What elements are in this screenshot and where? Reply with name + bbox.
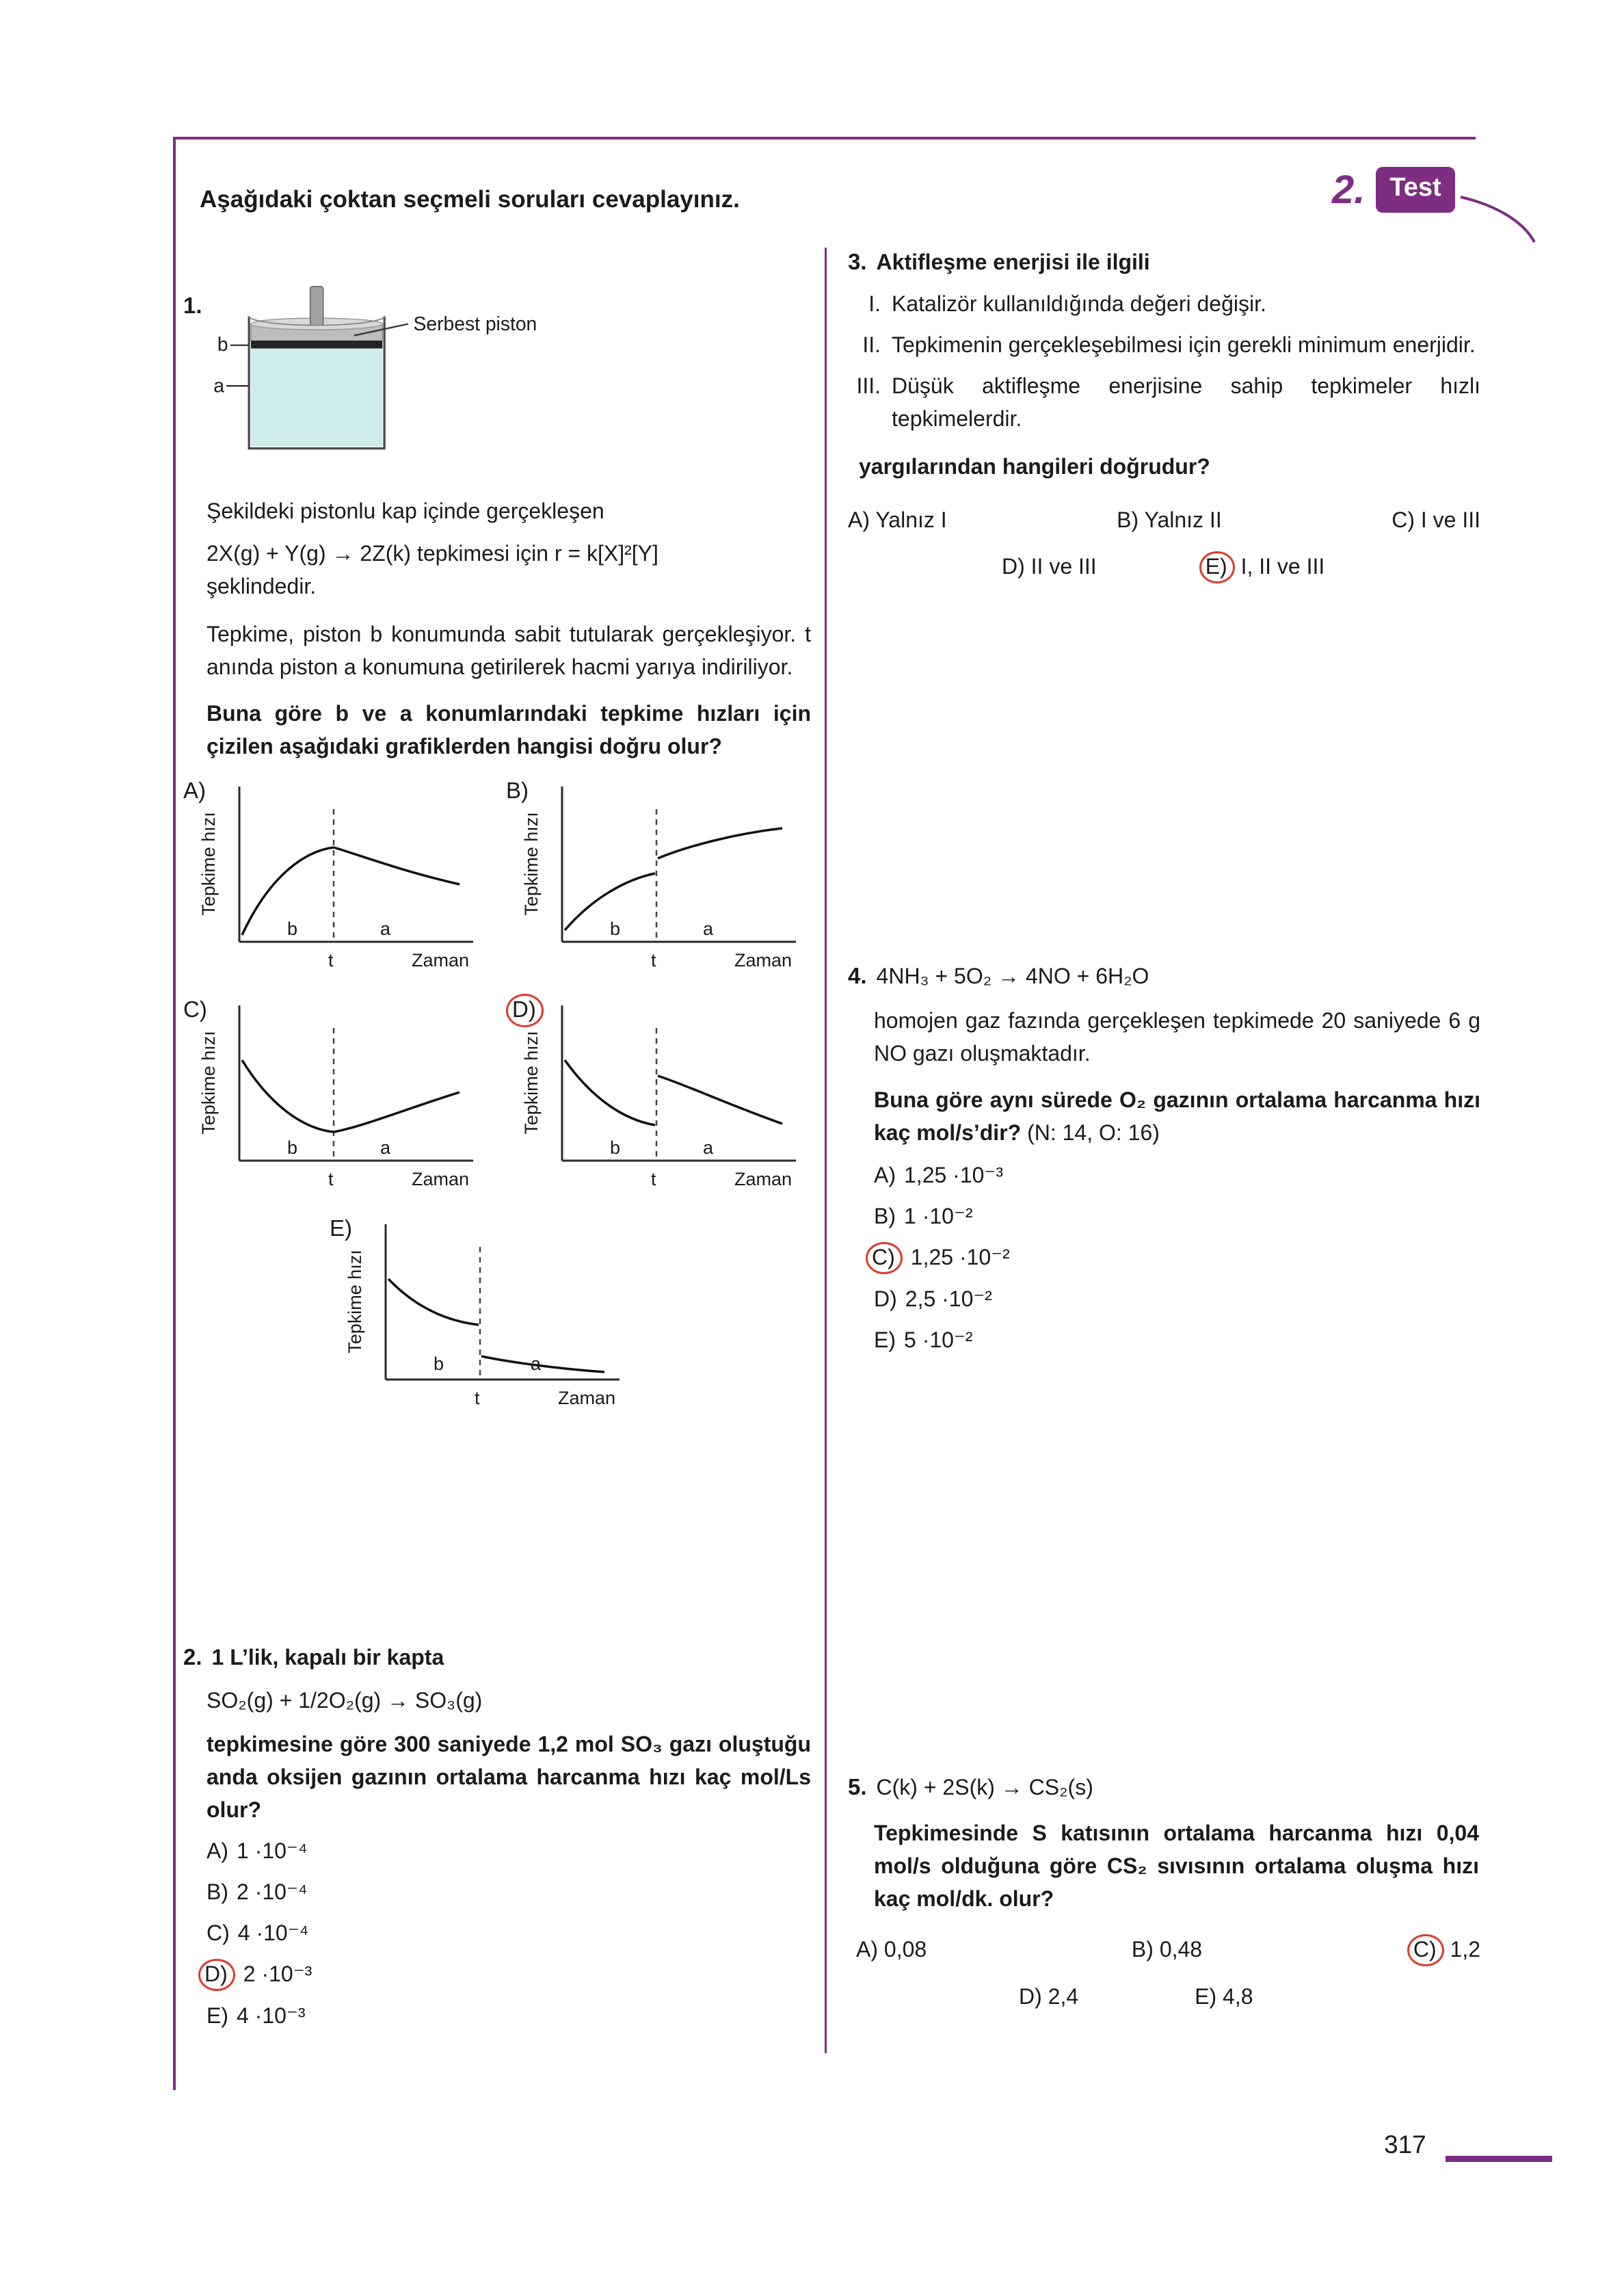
q4-paragraph: homojen gaz fazında gerçekleşen tepkimede 20 saniyede 6 g NO gazı oluşmaktadır. (874, 1007, 1480, 1066)
y-axis-label: Tepkime hızı (198, 1031, 219, 1135)
q5-question-text: Tepkimesinde S katısının ortalama harcanma hızı 0,04 mol/s olduğuna göre CS₂ sıvısının ortalama oluşma hızı kaç mol/dk. olur? (874, 1820, 1479, 1911)
question-5 (848, 1770, 1480, 2013)
q3-statement-3: III. Düşük aktifleşme enerjisine sahip tepkimeler hızlı tepkimelerdir. (856, 373, 1480, 431)
q1-graph-option-d (506, 991, 814, 1200)
question-2 (183, 1640, 821, 2032)
q5-options-row-2 (848, 1980, 1480, 2013)
test-label: Test (1376, 167, 1454, 213)
question-1-number: 1. (183, 293, 202, 318)
q4-option-e: E) 5 ·10⁻² (874, 1327, 973, 1352)
q2-options (204, 1834, 821, 2032)
q5-options-row-1 (848, 1933, 1480, 1966)
q1-equation-line2: şeklindedir. (207, 574, 317, 598)
region-a-label: a (380, 1137, 391, 1158)
q1-graph-row-2 (183, 991, 821, 1200)
q3-option-d: D) II ve III (1002, 553, 1097, 579)
x-axis-label: Zaman (558, 1388, 616, 1408)
q2-option-b: B) 2 ·10⁻⁴ (207, 1879, 308, 1904)
q3-statement-1: I. Katalizör kullanıldığında değeri değişir. (868, 291, 1266, 316)
piston-figure (194, 283, 645, 469)
q1-equation (207, 537, 821, 603)
rate-curve-before-t (565, 1060, 655, 1125)
q3-title: Aktifleşme enerjisi ile ilgili (876, 250, 1150, 274)
q1-option-c-letter: C) (183, 997, 207, 1022)
region-b-label: b (287, 1137, 298, 1158)
q1-graph-option-b (506, 772, 814, 981)
rate-curve-after-t (658, 1076, 782, 1124)
q3-option-c: C) I ve III (1392, 507, 1480, 532)
question-4 (848, 959, 1480, 1356)
piston-rod (310, 287, 323, 326)
q5-equation: C(k) + 2S(k) → CS₂(s) (876, 1775, 1093, 1799)
q3-option-a: A) Yalnız I (848, 507, 947, 532)
q3-answer-circle: E) (1199, 551, 1235, 583)
q2-option-a: A) 1 ·10⁻⁴ (207, 1838, 308, 1863)
q4-options (874, 1159, 1480, 1356)
q1-graph-b-plot (509, 776, 810, 981)
question-1 (183, 283, 821, 1419)
x-axis-label: Zaman (412, 950, 470, 971)
q1-question-text: Buna göre b ve a konumlarındaki tepkime hızları için çizilen aşağıdaki grafiklerden hangisi doğru olur? (207, 701, 811, 758)
q2-equation: SO₂(g) + 1/2O₂(g) → SO₃(g) (207, 1687, 483, 1713)
rate-curve-after-t (481, 1356, 604, 1372)
q3-options-row-2 (848, 550, 1480, 583)
y-axis-label: Tepkime hızı (198, 812, 219, 916)
region-a-label: a (703, 919, 714, 939)
q3-statements (848, 287, 1480, 435)
test-badge-flourish-icon (1455, 193, 1544, 248)
question-3 (848, 245, 1480, 583)
q3-option-e: E) I, II ve III (1199, 550, 1325, 583)
q1-paragraph-2: Tepkime, piston b konumunda sabit tutularak gerçekleşiyor. t anında piston a konumuna getirilerek hacmi yarıya indiriliyor. (207, 622, 811, 679)
q1-option-e-letter: E) (330, 1215, 352, 1241)
x-axis-label: Zaman (412, 1169, 470, 1189)
q2-option-c: C) 4 ·10⁻⁴ (207, 1920, 309, 1945)
question-4-number: 4. (848, 963, 867, 988)
q5-option-c: C) 1,2 (1407, 1933, 1480, 1966)
t-label: t (651, 1169, 656, 1189)
q4-option-b: B) 1 ·10⁻² (874, 1203, 973, 1228)
q2-answer-circle: D) (198, 1959, 235, 1991)
piston-callout-label: Serbest piston (413, 313, 537, 335)
q1-graph-d-plot (509, 995, 810, 1200)
rate-curve-after-t (334, 847, 460, 884)
q3-question-text: yargılarından hangileri doğrudur? (859, 453, 1210, 479)
page-number: 317 (1384, 2130, 1426, 2159)
test-badge (1332, 167, 1455, 213)
q3-options-row-1 (848, 503, 1480, 536)
q3-option-b: B) Yalnız II (1117, 507, 1222, 532)
q5-option-e: E) 4,8 (1195, 1983, 1253, 2009)
q1-option-a-letter: A) (183, 778, 206, 803)
top-border-line (173, 137, 1476, 140)
q5-option-b: B) 0,48 (1131, 1936, 1203, 1962)
rate-curve-after-t (658, 828, 782, 858)
q1-graph-row-3 (330, 1210, 821, 1419)
q4-equation: 4NH₃ + 5O₂ → 4NO + 6H₂O (876, 964, 1149, 988)
y-axis-label: Tepkime hızı (521, 812, 542, 916)
page-instruction: Aşağıdaki çoktan seçmeli soruları cevaplayınız. (200, 186, 740, 213)
region-b-label: b (610, 919, 621, 939)
region-a-label: a (703, 1137, 714, 1158)
region-a-label: a (380, 919, 391, 939)
q5-answer-circle: C) (1407, 1934, 1444, 1966)
test-number: 2. (1332, 167, 1366, 212)
q1-equation-line1: 2X(g) + Y(g) → 2Z(k) tepkimesi için r = k[X]²[Y] (207, 541, 658, 566)
q4-answer-circle: C) (866, 1242, 903, 1274)
y-axis-label: Tepkime hızı (521, 1031, 542, 1135)
column-divider (825, 248, 827, 2053)
piston-plate (251, 341, 382, 348)
q4-option-c: C) 1,25 ·10⁻² (874, 1241, 1480, 1274)
region-a-label: a (531, 1354, 542, 1374)
left-border-line (173, 137, 176, 2090)
q1-option-d-letter (506, 992, 544, 1027)
position-a-label: a (213, 374, 225, 397)
question-3-number: 3. (848, 249, 867, 274)
q1-graph-e-plot (332, 1214, 633, 1419)
q1-graph-option-e (330, 1210, 637, 1419)
q2-question-text: tepkimesine göre 300 saniyede 1,2 mol SO₃ gazı oluştuğu anda oksijen gazının ortalama harcanma hızı kaç mol/Ls olur? (207, 1731, 811, 1822)
t-label: t (475, 1388, 480, 1408)
q1-graph-option-c (183, 991, 491, 1200)
q4-option-d: D) 2,5 ·10⁻² (874, 1286, 992, 1311)
t-label: t (328, 1169, 334, 1189)
q3-statement-2: II. Tepkimenin gerçekleşebilmesi için gerekli minimum enerjidir. (862, 332, 1476, 357)
t-label: t (328, 950, 334, 971)
q5-option-d: D) 2,4 (1019, 1983, 1079, 2009)
t-label: t (651, 950, 656, 971)
question-2-number: 2. (183, 1644, 202, 1669)
q1-answer-circle: D) (506, 994, 544, 1027)
rate-curve-after-t (334, 1092, 460, 1132)
q1-graph-option-a (183, 772, 491, 981)
q1-paragraph-1: Şekildeki pistonlu kap içinde gerçekleşen (207, 499, 604, 523)
x-axis-label: Zaman (734, 1169, 793, 1189)
rate-curve-before-t (242, 1060, 334, 1132)
q4-option-a: A) 1,25 ·10⁻³ (874, 1162, 1003, 1187)
q5-option-a: A) 0,08 (856, 1936, 927, 1962)
q2-option-d: D) 2 ·10⁻³ (207, 1957, 821, 1991)
gas-region (251, 348, 382, 446)
q1-graph-c-plot (186, 995, 487, 1200)
q4-question-text: Buna göre aynı sürede O₂ gazının ortalama harcanma hızı kaç mol/s’dir? (N: 14, O: 16) (874, 1087, 1480, 1145)
x-axis-label: Zaman (734, 950, 793, 971)
question-5-number: 5. (848, 1774, 867, 1799)
q2-option-e: E) 4 ·10⁻³ (207, 2003, 306, 2028)
q2-intro: 1 L’lik, kapalı bir kapta (211, 1645, 444, 1669)
q1-graph-a-plot (186, 776, 487, 981)
region-b-label: b (434, 1354, 444, 1374)
q1-option-b-letter: B) (506, 778, 529, 803)
rate-curve-before-t (388, 1279, 479, 1325)
q1-graph-row-1 (183, 772, 821, 981)
region-b-label: b (610, 1137, 621, 1158)
footer-accent-bar (1446, 2156, 1552, 2162)
region-b-label: b (287, 919, 298, 939)
position-b-label: b (217, 333, 228, 356)
y-axis-label: Tepkime hızı (345, 1250, 365, 1354)
